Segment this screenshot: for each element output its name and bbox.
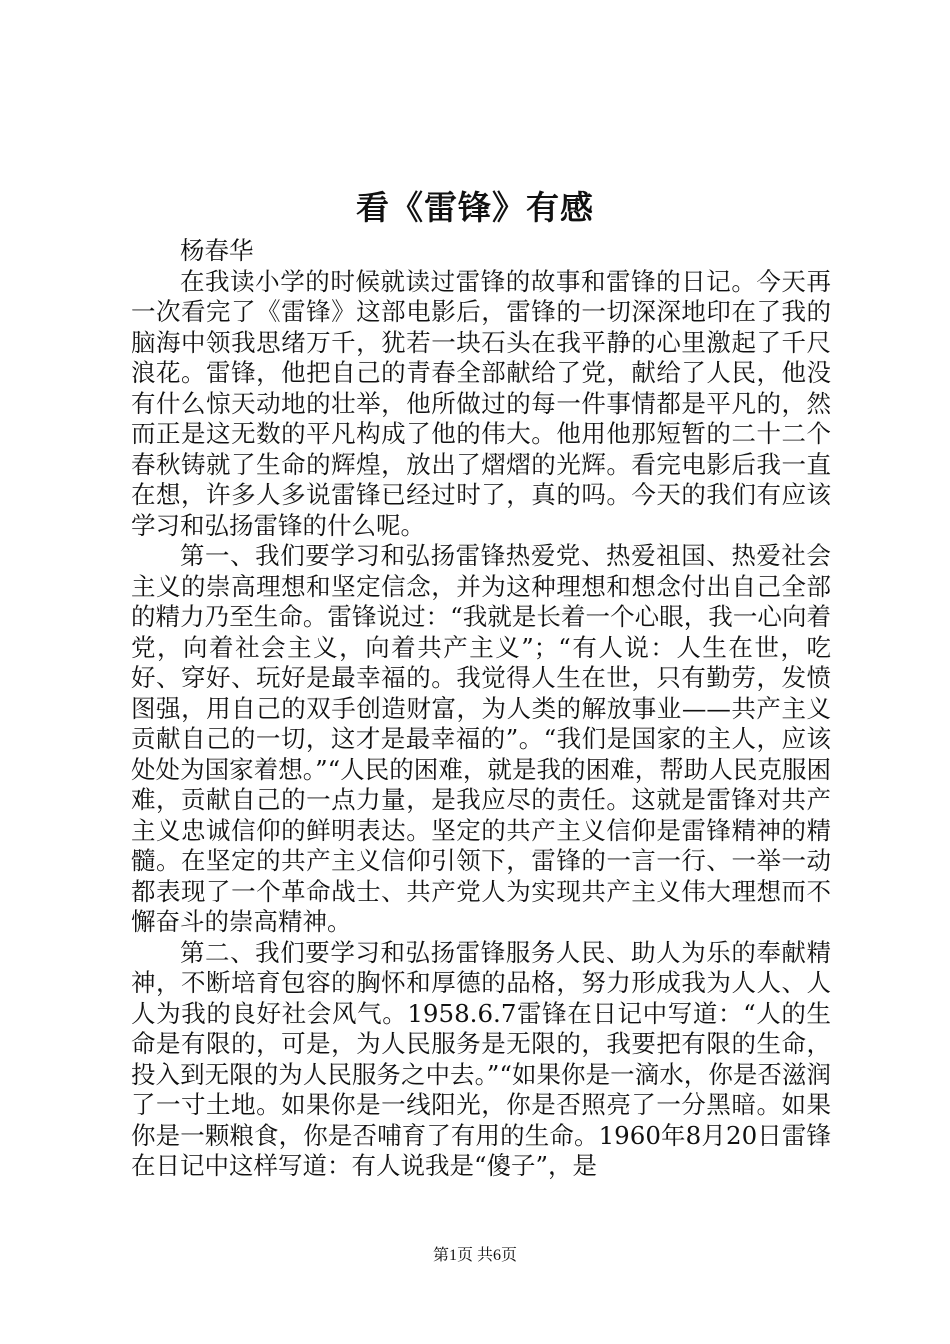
page-number-footer: 第1页 共6页 <box>432 1247 517 1264</box>
document-body <box>131 236 831 1182</box>
author-name: 杨春华 <box>180 236 254 265</box>
paragraph-2: 第一、我们要学习和弘扬雷锋热爱党、热爱祖国、热爱社会主义的崇高理想和坚定信念，并为这种理想和想念付出自己全部的精力乃至生命。雷锋说过：“我就是长着一个心眼，我一心向着党，向着社会主义，向着共产主义”；“有人说：人生在世，吃好、穿好、玩好是最幸福的。我觉得人生在世，只有勤劳，发愤图强，用自己的双手创造财富，为人类的解放事业——共产主义贡献自己的一切，这才是最幸福的”。“我们是国家的主人，应该处处为国家着想。”“人民的困难，就是我的困难，帮助人民克服困难，贡献自己的一点力量，是我应尽的责任。这就是雷锋对共产主义忠诚信仰的鲜明表达。坚定的共产主义信仰是雷锋精神的精髓。在坚定的共产主义信仰引领下，雷锋的一言一行、一举一动都表现了一个革命战士、共产党人为实现共产主义伟大理想而不懈奋斗的崇高精神。 <box>131 541 831 936</box>
paragraph-3: 第二、我们要学习和弘扬雷锋服务人民、助人为乐的奉献精神，不断培育包容的胸怀和厚德的品格，努力形成我为人人、人人为我的良好社会风气。1958.6.7雷锋在日记中写道：“人的生命是有限的，可是，为人民服务是无限的，我要把有限的生命，投入到无限的为人民服务之中去。”“如果你是一滴水，你是否滋润了一寸土地。如果你是一线阳光，你是否照亮了一分黑暗。如果你是一颗粮食，你是否哺育了有用的生命。1960年8月20日雷锋在日记中这样写道：有人说我是“傻子”，是 <box>131 937 831 1180</box>
document-title: 看《雷锋》有感 <box>356 188 594 227</box>
paragraph-1: 在我读小学的时候就读过雷锋的故事和雷锋的日记。今天再一次看完了《雷锋》这部电影后，雷锋的一切深深地印在了我的脑海中领我思绪万千，犹若一块石头在我平静的心里激起了千尺浪花。雷锋，他把自己的青春全部献给了党，献给了人民，他没有什么惊天动地的壮举，他所做过的每一件事情都是平凡的，然而正是这无数的平凡构成了他的伟大。他用他那短暂的二十二个春秋铸就了生命的辉煌，放出了熠熠的光辉。看完电影后我一直在想，许多人多说雷锋已经过时了，真的吗。今天的我们有应该学习和弘扬雷锋的什么呢。 <box>131 266 831 540</box>
